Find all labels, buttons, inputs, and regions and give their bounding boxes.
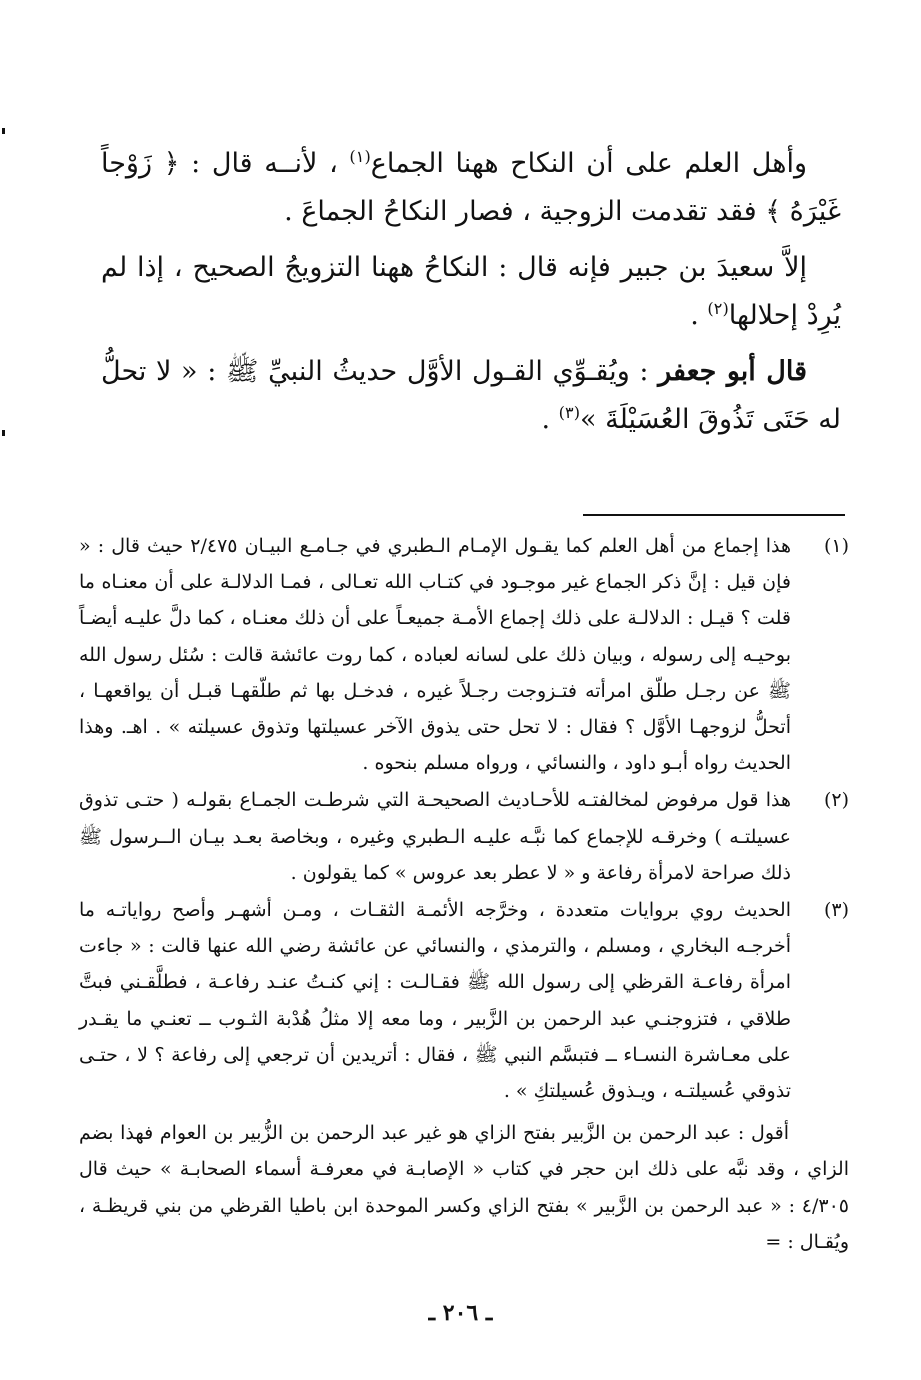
scan-mark [2,430,5,436]
paragraph-3: قال أبو جعفر : ويُقـوِّي القـول الأوَّل حديثُ النبيِّ ﷺ : « لا تحلُّ له حَتَى تَذُوقَ العُسَيْلَةَ »$^{(٣)}$ . [101,356,841,435]
footnote-number: (٣) [823,899,849,922]
footnotes [79,528,849,1260]
footnote-separator [583,514,845,516]
footnote-number: (٢) [823,789,849,812]
paragraph-1: وأهل العلم على أن النكاح ههنا الجماع$^{(١)}$ ، لأنــه قال : ﴿ زَوْجاً غَيْرَهُ ﴾ فقد تقدمت الزوجية ، فصار النكاحُ الجماعَ . [101,147,841,227]
main-text [101,140,841,452]
footnote-text: هذا إجماع من أهل العلم كما يقـول الإمـام الـطبري في جـامـع البيـان ٢/٤٧٥ حيث قال : « فإن قيل : إنَّ ذكر الجماع غير موجـود في كتـاب الله تعـالى ، فمـا الدلالـة على أن معنـاه ما قلت ؟ قيـل : الدلالـة على ذلك إجماع الأمـة جميعـاً على أن ذلك معنـاه ، كما دلَّ عليـه أيضـاً بوحيـه إلى رسوله ، وبيان ذلك على لسانه لعباده ، كما روت عائشة قالت : سُئل رسول الله ﷺ عن رجـل طلّق امرأته فتـزوجت رجـلاً غيره ، فدخـل بها ثم طلّقهـا قبـل أن يواقعهـا ، أتحلُّ لزوجهـا الأوَّل ؟ فقال : لا تحل حتى يذوق الآخر عسيلتها وتذوق عسيلته » . اهـ. وهذا الحديث رواه أبـو داود ، والنسائي ، ورواه مسلم بنحوه . [79,535,791,775]
footnote-number: (١) [823,535,849,557]
author-note: أقول : عبد الرحمن بن الزَّبير بفتح الزاي هو غير عبد الرحمن بن الزُّبير بن العوام فهذا بضم الزاي ، وقد نبَّه على ذلك ابن حجر في كتاب « الإصابـة في معرفـة أسماء الصحابـة » حيث قال ٤/٣٠٥ : « عبد الرحمن بن الزَّبير » بفتح الزاي وكسر الموحدة ابن باطيا القرظي من بني قريظـة ، ويُقـال : = [79,1122,849,1253]
footnote-ref-1[interactable]: (١) [349,147,371,166]
footnote-text: هذا قول مرفوض لمخالفتـه للأحـاديث الصحيحـة التي شرطـت الجمـاع بقولـه ( حتـى تذوق عسيلتـه ) وخرقـه للإجماع كما نبَّـه عليـه الـطبري وغيره ، وبخاصة بعـد بيـان الــرسول ﷺ ذلك صراحة لامرأة رفاعة و « لا عطر بعد عروس » كما يقولون . [79,789,791,884]
footnote-ref-3[interactable]: (٣) [558,403,581,422]
page-number: ـ ٢٠٦ ـ [428,1300,493,1326]
footnote-1 [79,528,849,781]
footnote-ref-2[interactable]: (٢) [707,299,729,318]
paragraph-2: إلاَّ سعيدَ بن جبير فإنه قال : النكاحُ ههنا التزويجُ الصحيح ، إذا لم يُرِدْ إحلالها$^{(٢)}$ . [101,252,841,331]
footnote-3 [79,892,849,1109]
footnote-2 [79,782,849,891]
scan-mark [2,128,5,134]
speaker-label: قال أبو جعفر [658,356,807,387]
footnote-text: الحديث روي بروايات متعددة ، وخرَّجه الأئمـة الثقـات ، ومـن أشهـر وأصح رواياتـه ما أخرجـه البخاري ، ومسلم ، والترمذي ، والنسائي عن عائشة رضي الله عنها قالت : « جاءت امرأة رفاعـة القرظي إلى رسول الله ﷺ فقـالـت : إني كنـتُ عنـد رفاعـة ، فطلَّقـني فبتَّ طلاقي ، فتزوجنـي عبد الرحمن بن الزَّبير ، وما معه إلا مثلُ هُدْبة الثـوب ــ تعنـي ما يقـدر على معـاشرة النسـاء ــ فتبسَّم النبي ﷺ ، فقال : أتريدين أن ترجعي إلى رفاعة ؟ لا ، حتـى تذوقي عُسيلتـه ، ويـذوق عُسيلتكِ » . [79,899,791,1103]
